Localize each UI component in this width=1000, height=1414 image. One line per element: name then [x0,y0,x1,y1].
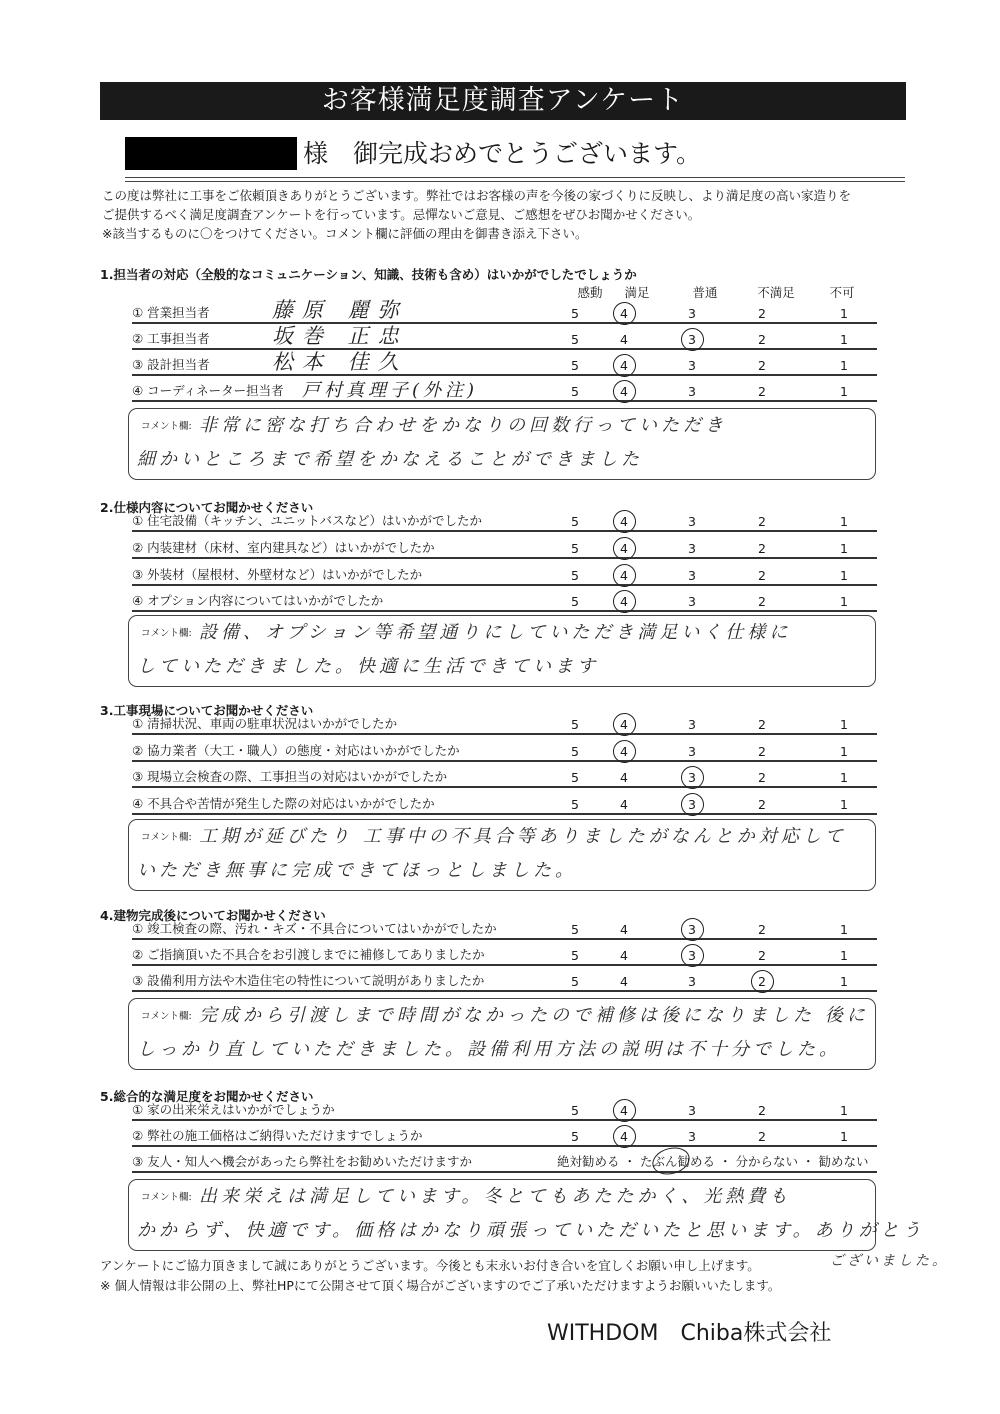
rating-row [132,1149,877,1173]
option-2[interactable]: 2 [758,922,766,937]
option-5[interactable]: 5 [571,332,579,347]
option-3[interactable]: 3 [688,594,696,609]
comment-box-4[interactable] [128,998,876,1070]
option-2[interactable]: 2 [758,358,766,373]
option-5[interactable]: 5 [571,717,579,732]
section-5-title: 5.総合的な満足度をお聞かせください [100,1089,314,1104]
option-4-selected[interactable]: 4 [609,384,639,399]
option-1[interactable]: 1 [840,717,848,732]
option-4[interactable]: 4 [620,797,628,812]
comment-label: コメント欄: [141,1192,192,1203]
option-3[interactable]: 3 [688,1129,696,1144]
option-5[interactable]: 5 [571,1129,579,1144]
rating-row [132,1097,877,1121]
option-5[interactable]: 5 [571,384,579,399]
option-3[interactable]: 3 [688,384,696,399]
option-4-selected[interactable]: 4 [609,568,639,583]
rating-row [132,738,877,762]
option-2[interactable]: 2 [758,332,766,347]
option-definitely-recommend[interactable]: 絶対勧める [557,1154,620,1169]
comment-box-2[interactable] [128,615,876,687]
option-1[interactable]: 1 [840,306,848,321]
row-label: ② 工事担当者 [132,331,210,346]
scale-header-3: 普通 [692,285,718,300]
section-4-title: 4.建物完成後についてお聞かせください [100,908,326,923]
comment-box-3[interactable] [128,819,876,891]
row-label: ④ 不具合や苦情が発生した際の対応はいかがでしたか [132,796,435,811]
option-1[interactable]: 1 [840,594,848,609]
option-5[interactable]: 5 [571,1103,579,1118]
comment-label: コメント欄: [141,421,192,432]
handwritten-name: 戸村真理子(外注) [302,380,479,401]
rating-row [132,508,877,532]
comment-text: 出来栄えは満足しています。冬とてもあたたかく、光熱費も かからず、快適です。価格はかなり頑張っていただいたと思います。ありがとう [137,1186,925,1241]
row-label: ④ オプション内容についてはいかがでしたか [132,593,384,608]
option-4[interactable]: 4 [620,922,628,937]
option-2[interactable]: 2 [758,384,766,399]
row-label: ① 家の出来栄えはいかがでしょうか [132,1102,335,1117]
option-4-selected[interactable]: 4 [609,358,639,373]
comment-label: コメント欄: [141,628,192,639]
scale-header-5: 感動 [577,285,603,300]
option-2[interactable]: 2 [758,1103,766,1118]
rating-row [132,764,877,788]
option-5[interactable]: 5 [571,568,579,583]
greeting-line [125,133,905,175]
rating-row [132,535,877,559]
handwritten-name: 松本 佳久 [272,350,408,374]
option-3[interactable]: 3 [688,974,696,989]
option-2-selected[interactable]: 2 [747,974,777,989]
row-label: ① 竣工検査の際、汚れ・キズ・不具合についてはいかがでしたか [132,921,497,936]
option-3[interactable]: 3 [688,514,696,529]
rating-row [132,968,877,992]
comment-box-5[interactable] [128,1179,925,1251]
option-1[interactable]: 1 [840,568,848,583]
option-1[interactable]: 1 [840,948,848,963]
greeting-underline [125,177,905,182]
option-2[interactable]: 2 [758,797,766,812]
option-4[interactable]: 4 [620,974,628,989]
option-3-selected[interactable]: 3 [677,797,707,812]
option-2[interactable]: 2 [758,568,766,583]
row-label: ② 内装建材（床材、室内建具など）はいかがでしたか [132,540,435,555]
section-2-title: 2.仕様内容についてお聞かせください [100,500,314,515]
row-label: ④ コーディネーター担当者 [132,383,284,398]
option-4-selected[interactable]: 4 [609,514,639,529]
option-2[interactable]: 2 [758,306,766,321]
comment-text: 設備、オプション等希望通りにしていただき満足いく仕様に していただきました。快適に生活できています [137,622,792,677]
row-label: ① 住宅設備（キッチン、ユニットバスなど）はいかがでしたか [132,513,483,528]
option-dont-know[interactable]: 分からない [735,1154,799,1169]
option-5[interactable]: 5 [571,974,579,989]
thanks-text: アンケートにご協力頂きまして誠にありがとうございます。今後とも末永いお付き合いを宜しくお願い申し上げます。 [100,1258,760,1273]
option-4-selected[interactable]: 4 [609,744,639,759]
option-5[interactable]: 5 [571,358,579,373]
option-1[interactable]: 1 [840,1129,848,1144]
company-name: WITHDOM Chiba株式会社 [547,1321,832,1346]
option-5[interactable]: 5 [571,770,579,785]
row-label: ② 弊社の施工価格はご納得いただけますでしょうか [132,1128,423,1143]
option-4-selected[interactable]: 4 [609,1129,639,1144]
option-2[interactable]: 2 [758,594,766,609]
row-label: ③ 外装材（屋根材、外壁材など）はいかがでしたか [132,567,423,582]
option-3[interactable]: 3 [688,541,696,556]
row-label: ① 営業担当者 [132,305,210,320]
rating-row [132,916,877,940]
option-probably-recommend-selected[interactable]: たぶん勧める [640,1154,716,1169]
option-4[interactable]: 4 [620,948,628,963]
option-2[interactable]: 2 [758,770,766,785]
row-label: ③ 設計担当者 [132,357,210,372]
option-1[interactable]: 1 [840,922,848,937]
section-1-title: 1.担当者の対応（全般的なコミュニケーション、知識、技術も含め）はいかがでしたでしょうか [100,267,637,282]
intro-line-1: この度は弊社に工事をご依頼頂きありがとうございます。弊社ではお客様の声を今後の家づくりに反映し、より満足度の高い家造りを [102,188,852,203]
row-label: ③ 現場立会検査の際、工事担当の対応はいかがでしたか [132,769,448,784]
handwritten-name: 藤原 麗弥 [272,298,408,322]
intro-text [102,186,922,243]
comment-text: 完成から引渡しまで時間がなかったので補修は後になりました 後に しっかり直していただきました。設備利用方法の説明は不十分でした。 [137,1005,869,1060]
option-5[interactable]: 5 [571,541,579,556]
option-3-selected[interactable]: 3 [677,948,707,963]
intro-line-3: ※該当するものに〇をつけてください。コメント欄に評価の理由を御書き添え下さい。 [102,226,588,241]
option-1[interactable]: 1 [840,770,848,785]
row-label: ③ 設備利用方法や木造住宅の特性について説明がありましたか [132,973,485,988]
comment-text: 工期が延びたり 工事中の不具合等ありましたがなんとか対応して いただき無事に完成できてほっとしました。 [137,826,847,881]
row-label: ② 協力業者（大工・職人）の態度・対応はいかがでしたか [132,743,460,758]
section-3-title: 3.工事現場についてお聞かせください [100,703,314,718]
comment-box-1[interactable] [128,408,876,480]
row-label: ② ご指摘頂いた不具合をお引渡しまでに補修してありましたか [132,947,485,962]
option-2[interactable]: 2 [758,717,766,732]
option-4-selected[interactable]: 4 [609,717,639,732]
option-1[interactable]: 1 [840,744,848,759]
option-1[interactable]: 1 [840,384,848,399]
option-4[interactable]: 4 [620,770,628,785]
rating-row [132,300,877,324]
option-4-selected[interactable]: 4 [609,306,639,321]
option-1[interactable]: 1 [840,1103,848,1118]
option-3[interactable]: 3 [688,358,696,373]
privacy-notice: ※ 個人情報は非公開の上、弊社HPにて公開させて頂く場合がございますのでご了承いただけますようお願いいたします。 [100,1278,781,1293]
handwritten-name: 坂巻 正忠 [272,324,408,348]
option-5[interactable]: 5 [571,922,579,937]
option-2[interactable]: 2 [758,1129,766,1144]
rating-row [132,1123,877,1147]
option-3-selected[interactable]: 3 [677,332,707,347]
option-4-selected[interactable]: 4 [609,541,639,556]
option-3-selected[interactable]: 3 [677,770,707,785]
option-1[interactable]: 1 [840,514,848,529]
option-5[interactable]: 5 [571,948,579,963]
option-2[interactable]: 2 [758,744,766,759]
option-4-selected[interactable]: 4 [609,594,639,609]
option-1[interactable]: 1 [840,541,848,556]
option-5[interactable]: 5 [571,306,579,321]
survey-title: お客様満足度調査アンケート [100,82,906,120]
scale-header-1: 不可 [829,285,855,300]
rating-row [132,791,877,815]
intro-line-2: ご提供するべく満足度調査アンケートを行っています。忌憚ないご意見、ご感想をぜひお聞かせください。 [102,207,701,222]
option-2[interactable]: 2 [758,541,766,556]
option-3[interactable]: 3 [688,744,696,759]
comment-text: 非常に密な打ち合わせをかなりの回数行っていただき 細かいところまで希望をかなえることができました [137,415,727,470]
rating-row [132,378,877,402]
greeting-text: 様 御完成おめでとうございます。 [303,139,702,168]
scale-header-2: 不満足 [757,285,795,300]
option-3-selected[interactable]: 3 [677,922,707,937]
scale-header-4: 満足 [624,285,650,300]
option-2[interactable]: 2 [758,514,766,529]
option-5[interactable]: 5 [571,514,579,529]
option-5[interactable]: 5 [571,797,579,812]
rating-row [132,562,877,586]
row-label: ③ 友人・知人へ機会があったら弊社をお勧めいただけますか [132,1154,473,1169]
option-3[interactable]: 3 [688,306,696,321]
recommend-options: 絶対勧める ・ たぶん勧める ・ 分からない ・ 勧めない [557,1154,869,1169]
option-5[interactable]: 5 [571,744,579,759]
rating-row [132,326,877,350]
option-1[interactable]: 1 [840,332,848,347]
comment-label: コメント欄: [141,832,192,843]
option-4[interactable]: 4 [620,332,628,347]
option-3[interactable]: 3 [688,717,696,732]
footer [100,1256,780,1296]
rating-row [132,711,877,735]
comment-label: コメント欄: [141,1011,192,1022]
comment-overflow-text: ございました。 [830,1253,949,1269]
redacted-customer-name [125,137,297,170]
option-3[interactable]: 3 [688,1103,696,1118]
option-4-selected[interactable]: 4 [609,1103,639,1118]
option-3[interactable]: 3 [688,568,696,583]
option-1[interactable]: 1 [840,358,848,373]
row-label: ① 清掃状況、車両の駐車状況はいかがでしたか [132,716,398,731]
option-not-recommend[interactable]: 勧めない [818,1154,869,1169]
option-1[interactable]: 1 [840,797,848,812]
option-5[interactable]: 5 [571,594,579,609]
rating-row [132,588,877,612]
rating-row [132,942,877,966]
option-1[interactable]: 1 [840,974,848,989]
rating-row [132,352,877,376]
option-2[interactable]: 2 [758,948,766,963]
